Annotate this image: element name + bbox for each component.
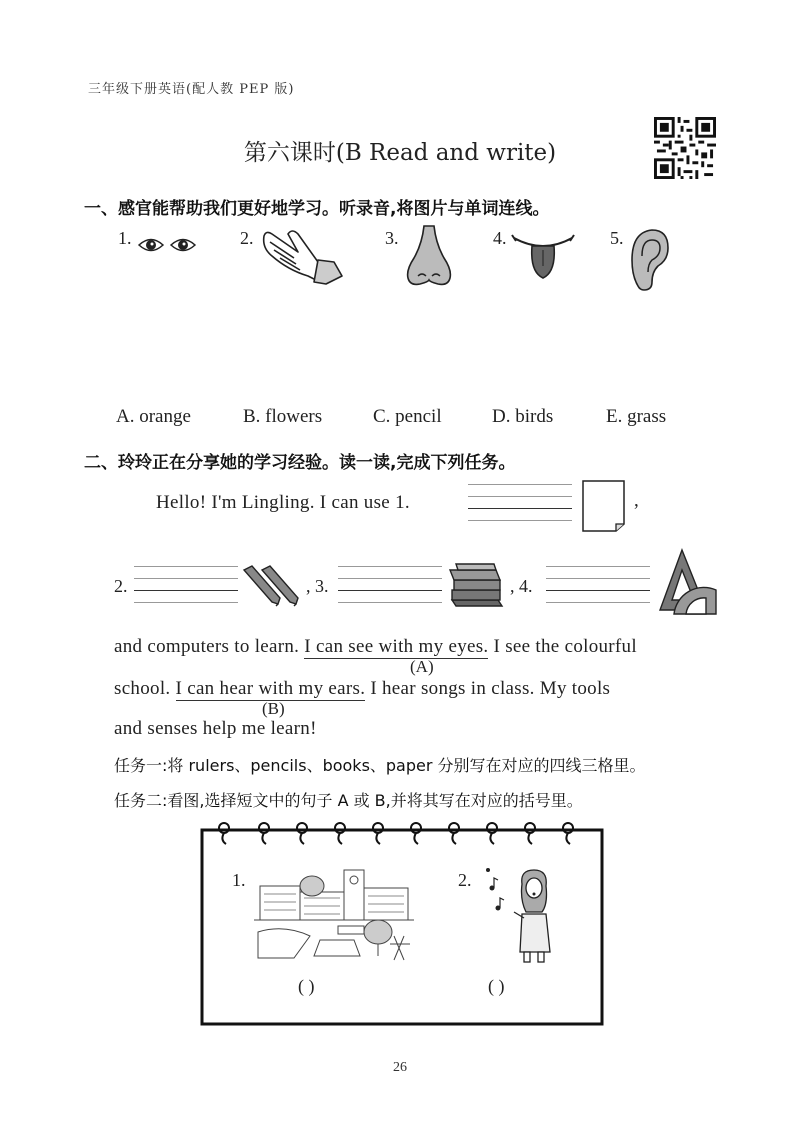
sentence-a: I can see with my eyes.: [304, 636, 489, 657]
nose-icon[interactable]: [402, 224, 456, 288]
paper-icon: [580, 478, 630, 534]
blank-number: , 4.: [510, 576, 533, 596]
answer-bracket-2[interactable]: ( ): [488, 976, 505, 996]
writing-lines-1[interactable]: [468, 484, 572, 520]
page-number: 26: [393, 1060, 407, 1075]
comma: ,: [634, 490, 640, 511]
task-1: 任务一:将 rulers、pencils、books、paper 分别写在对应的四线三格里。: [114, 756, 646, 775]
word-option[interactable]: D. birds: [492, 406, 554, 427]
writing-lines-2[interactable]: [134, 566, 238, 602]
girl-singing-picture: [484, 866, 564, 966]
item-number: 1.: [118, 228, 132, 248]
eyes-icon[interactable]: [136, 230, 198, 260]
task-2: 任务二:看图,选择短文中的句子 A 或 B,并将其写在对应的括号里。: [114, 791, 583, 810]
book-header: 三年级下册英语(配人教 PEP 版): [88, 82, 295, 97]
word-option[interactable]: E. grass: [606, 406, 667, 427]
item-number: 5.: [610, 228, 624, 248]
word-option[interactable]: A. orange: [116, 406, 191, 427]
item-number: 3.: [385, 228, 399, 248]
section1-title: 一、感官能帮助我们更好地学习。听录音,将图片与单词连线。: [84, 199, 550, 219]
answer-bracket-1[interactable]: ( ): [298, 976, 315, 996]
word-option[interactable]: B. flowers: [243, 406, 323, 427]
writing-lines-3[interactable]: [338, 566, 442, 602]
school-picture: [254, 866, 414, 966]
passage-line-1: Hello! I'm Lingling. I can use 1.: [156, 492, 410, 513]
tongue-icon[interactable]: [510, 232, 576, 284]
writing-lines-4[interactable]: [546, 566, 650, 602]
item-number: 4.: [493, 228, 507, 248]
item-number: 2.: [240, 228, 254, 248]
blank-number: 2.: [114, 576, 128, 596]
pencils-icon: [240, 564, 306, 608]
sentence-b-label: (B): [262, 699, 285, 718]
books-icon: [446, 560, 508, 610]
passage-line-4: school. I can hear with my ears. I hear songs in class. My tools: [114, 678, 611, 699]
hand-icon[interactable]: [258, 226, 348, 288]
qr-code-icon: [654, 117, 716, 179]
ear-icon[interactable]: [628, 226, 672, 294]
picture-number: 2.: [458, 870, 472, 890]
sentence-b: I can hear with my ears.: [175, 678, 366, 699]
passage-line-3: and computers to learn. I can see with my eyes. I see the colourful: [114, 636, 637, 657]
picture-number: 1.: [232, 870, 246, 890]
passage-line-5: and senses help me learn!: [114, 718, 317, 739]
blank-number: , 3.: [306, 576, 329, 596]
word-option[interactable]: C. pencil: [373, 406, 442, 427]
section2-title: 二、玲玲正在分享她的学习经验。读一读,完成下列任务。: [84, 453, 516, 473]
rulers-icon: [656, 548, 720, 618]
lesson-title: 第六课时(B Read and write): [243, 140, 557, 166]
sentence-a-label: (A): [410, 657, 434, 676]
